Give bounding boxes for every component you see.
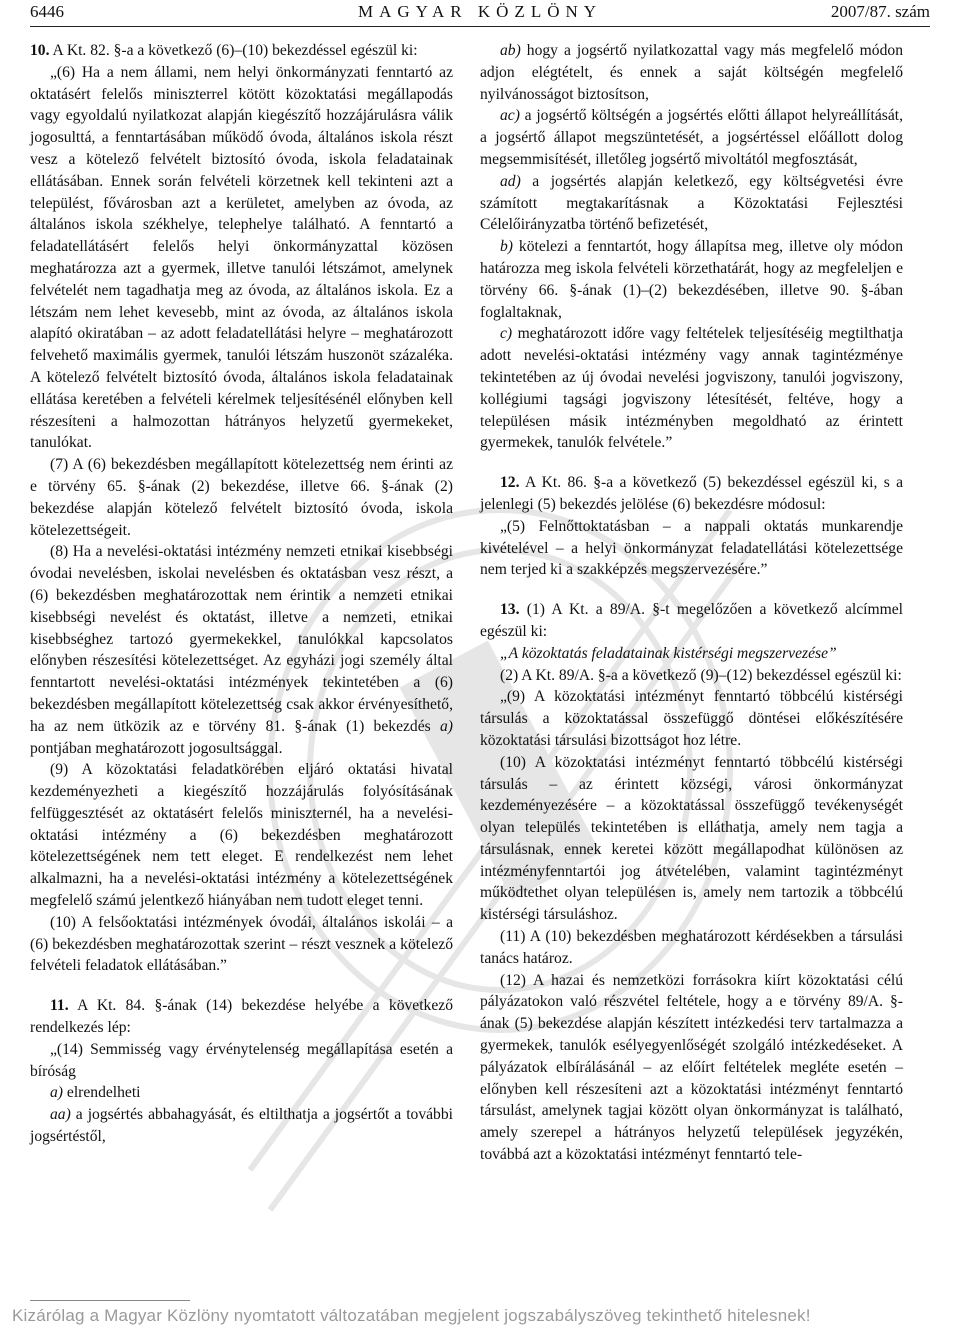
right-column: [480, 40, 903, 1166]
point-ab-text: hogy a jogsértő nyilatkozattal vagy más megfelelő módon adjon elégtételt, és ennek a saját költségén megfelelő nyilvánosságot biztosítson,: [480, 42, 903, 103]
amendment-12-intro: [480, 472, 903, 516]
point-c-text: meghatározott időre vagy feltételek teljesítéséig megtilthatja adott nevelési-oktatási intézmény vagy annak tagintézménye tekintetében az új óvodai nevelési jogviszony, tanulói jogviszony, kollégiumi tagsági jogviszony létesítését, feltéve, hogy a településen másik intézményben megoldható az érintett gyermekek, tanulók felvétele.”: [480, 325, 903, 452]
point-b-text: kötelezi a fenntartót, hogy állapítsa meg, illetve oly módon határozza meg iskola felvételi körzethatárát, hogy az megfeleljen e törvény 66. §-ának (1)–(2) bekezdésében, illetve 90. §-ában foglaltaknak,: [480, 238, 903, 321]
paragraph-9-right: „(9) A közoktatási intézményt fenntartó többcélú kistérségi társulás a közoktatással összefüggő döntései előkészítésére közoktatási társulási bizottságot hoz létre.: [480, 688, 903, 749]
header-rule: [30, 26, 930, 27]
amendment-13-intro: [480, 599, 903, 643]
paragraph-8-point: a): [440, 717, 453, 735]
footer-rule: [30, 1300, 190, 1301]
paragraph-8: [30, 541, 453, 759]
point-aa: [30, 1104, 453, 1148]
footer-disclaimer: Kizárólag a Magyar Közlöny nyomtatott változatában megjelent jogszabályszöveg tekinthető hitelesnek!: [12, 1306, 811, 1325]
paragraph-7: (7) A (6) bekezdésben megállapított kötelezettség nem érinti az e törvény 65. §-ának (2) bekezdése, illetve 66. §-ának (2) bekezdése alapján kötelező felvételt biztosító óvoda, iskola kötelezettségeit.: [30, 456, 453, 539]
point-ad-text: a jogsértés alapján keletkező, egy költségvetési évre számított megtakarításnak a Közoktatási Fejlesztési Célelőirányzatba történő befizetését,: [480, 172, 903, 234]
point-ab: [480, 40, 903, 105]
paragraph-11-right: (11) A (10) bekezdésben meghatározott kérdésekben a társulási tanács határoz.: [480, 928, 903, 967]
paragraph-10-right: (10) A közoktatási intézményt fenntartó többcélú kistérségi társulás – az érintett községi, városi önkormányzat kezdeményezésére – a közoktatással összefüggő tevékenységét olyan település tekintetében is elláthatja, amely nem tagja a társulásnak, ennek keretei között megállapodhat különösen az intézményfenntartói jog átvételében, valamint tagintézményt működtethet olyan településen is, amely nem tartozik a többcélú kistérségi társuláshoz.: [480, 753, 903, 924]
point-ac: [480, 105, 903, 170]
paragraph-9: (9) A közoktatási feladatkörében eljáró oktatási hivatal kezdeményezheti a kiegészítő hozzájárulás folyósításának felfüggesztését az oktatásért felelős miniszternél, ha a nevelési-oktatási intézmény a (6) bekezdésben meghatározott kötelezettségének nem tett eleget. E rendelkezést nem lehet alkalmazni, ha a nevelési-oktatási intézmény a kötelezettségének megfelelő számú jelentkező hiányában nem tudott eleget tenni.: [30, 761, 453, 910]
amendment-11-intro: [30, 995, 453, 1039]
page-number: 6446: [30, 2, 64, 21]
point-aa-label: aa): [50, 1106, 71, 1124]
paragraph-12-right: (12) A hazai és nemzetközi forrásokra kiírt közoktatási célú pályázatokon való részvétel feltétele, hogy a e törvény 89/A. §-ának (5) bekezdése alapján készített intézkedési terv tartalmazza a gyermekek, tanulók esélyegyenlőségét szolgáló intézkedéseket. A pályázatok elbírálásánál – az előírt feltételek megléte esetén – előnyben kell részesíteni azt a közoktatási intézményt fenntartó társulást, amelynek tagjai között olyan önkormányzat is található, amely szerepel a hátrányos helyzetű települések jegyzékén, továbbá azt a közoktatási intézményt fenntartó tele-: [480, 971, 903, 1164]
left-column: [30, 40, 453, 1148]
issue-number: 2007/87. szám: [830, 2, 930, 21]
point-a: [30, 1082, 453, 1104]
amendment-13-number: 13.: [500, 601, 520, 619]
point-ab-label: ab): [500, 42, 521, 59]
amendment-10-intro: [30, 40, 453, 62]
point-ac-text: a jogsértő költségén a jogsértés előtti állapot helyreállítását, a jogsértő állapot megszüntetését, a jogsértéssel előállott dolog megsemmisítését, illetőleg jogsértő mivoltától megfosztását,: [480, 107, 903, 168]
amendment-13-text: (1) A Kt. a 89/A. §-t megelőzően a következő alcímmel egészül ki:: [480, 601, 903, 640]
paragraph-14: „(14) Semmisség vagy érvénytelenség megállapítása esetén a bíróság: [30, 1040, 453, 1080]
point-ad-label: ad): [500, 172, 521, 190]
point-ad: [480, 171, 903, 236]
point-b-label: b): [500, 238, 513, 256]
point-b: [480, 236, 903, 323]
amendment-11-text: A Kt. 84. §-ának (14) bekezdése helyébe a következő rendelkezés lép:: [30, 997, 453, 1037]
paragraph-5: „(5) Felnőttoktatásban – a nappali oktatás munkarendje kivételével – a helyi önkormányzat feladatellátási kötelezettsége nem terjed ki a szakképzés megszervezésére.”: [480, 517, 903, 579]
subtitle-text: „A közoktatás feladatainak kistérségi megszervezése”: [500, 644, 837, 662]
subtitle: [480, 643, 903, 665]
paragraph-8-text: (8) Ha a nevelési-oktatási intézmény nemzeti etnikai kisebbségi óvodai nevelésben, iskolai nevelésben és oktatásban vesz részt, a (6) bekezdésben meghatározottak nem érintik a nemzeti etnikai kisebbségi nevelést és oktatást, illetve a nemzeti, etnikai kisebbséghez tartozó gyermekekkel, tanulókkal kapcsolatos előnyben részesítési kötelezettséget. Az egyházi jogi személy által fenntartott nevelési-oktatási intézmények tekintetében a (6) bekezdésben megállapított kötelezettség csak akkor érvényesíthető, ha az nem ütközik az e törvény 81. §-ának (1) bekezdés: [30, 543, 453, 735]
point-a-label: a): [50, 1084, 63, 1102]
paragraph-10: (10) A felsőoktatási intézmények óvodái, általános iskolái – a (6) bekezdésben meghatározottak szerint – részt vesznek a kötelező felvételi feladatok ellátásában.”: [30, 913, 453, 975]
point-aa-text: a jogsértés abbahagyását, és eltilthatja a jogsértőt a további jogsértéstől,: [30, 1106, 453, 1146]
paragraph-6: „(6) Ha a nem állami, nem helyi önkormányzati fenntartó az oktatásért felelős miniszterrel kötött közoktatási megállapodás vagy egyoldalú nyilatkozat alapján kiegészítő hozzájárulásra válik jogosulttá, a fenntartásában működő óvoda, általános iskola részt vesz a kötelező felvételt biztosító óvoda, iskola feladatainak ellátásában. Ennek során felvételi körzetnek kell tekinteni azt a települést, fővárosban azt a kerületet, amelyben az óvoda, az általános iskola székhelye, telephelye található. A fenntartó a feladatellátásért felelős helyi önkormányzattal közösen meghatározza azt a gyermek, illetve tanulói létszámot, amelynek felvételét nem tagadhatja meg az óvoda, az általános iskola. Ez a létszám nem lehet kevesebb, mint az óvoda, az általános iskola alapító okiratában – az adott feladatellátási helyre – meghatározott felvehető maximális gyermek, tanulói létszám huszonöt százaléka. A kötelező felvételt biztosító óvoda, általános iskola feladatainak ellátása keretében a felvételi kérelmek teljesítésénél előnyben kell részesíteni a halmozottan hátrányos helyzetű gyermekeket, tanulókat.: [30, 63, 453, 452]
amendment-12-text: A Kt. 86. §-a a következő (5) bekezdéssel egészül ki, s a jelenlegi (5) bekezdés jelölése (6) bekezdésre módosul:: [480, 474, 903, 513]
point-c-label: c): [500, 325, 513, 343]
amendment-12-number: 12.: [500, 474, 520, 492]
point-ac-label: ac): [500, 107, 520, 125]
paragraph-8-tail: pontjában meghatározott jogosultsággal.: [30, 739, 283, 757]
amendment-10-text: A Kt. 82. §-a a következő (6)–(10) bekezdéssel egészül ki:: [49, 42, 418, 59]
page-header: [30, 2, 930, 26]
point-c: [480, 323, 903, 454]
amendment-11-number: 11.: [50, 997, 69, 1015]
amendment-10-number: 10.: [30, 42, 50, 59]
publication-title: MAGYAR KÖZLÖNY: [357, 2, 603, 21]
point-a-text: elrendelheti: [63, 1084, 141, 1102]
amendment-13-2: (2) A Kt. 89/A. §-a a következő (9)–(12) bekezdéssel egészül ki:: [500, 666, 902, 684]
